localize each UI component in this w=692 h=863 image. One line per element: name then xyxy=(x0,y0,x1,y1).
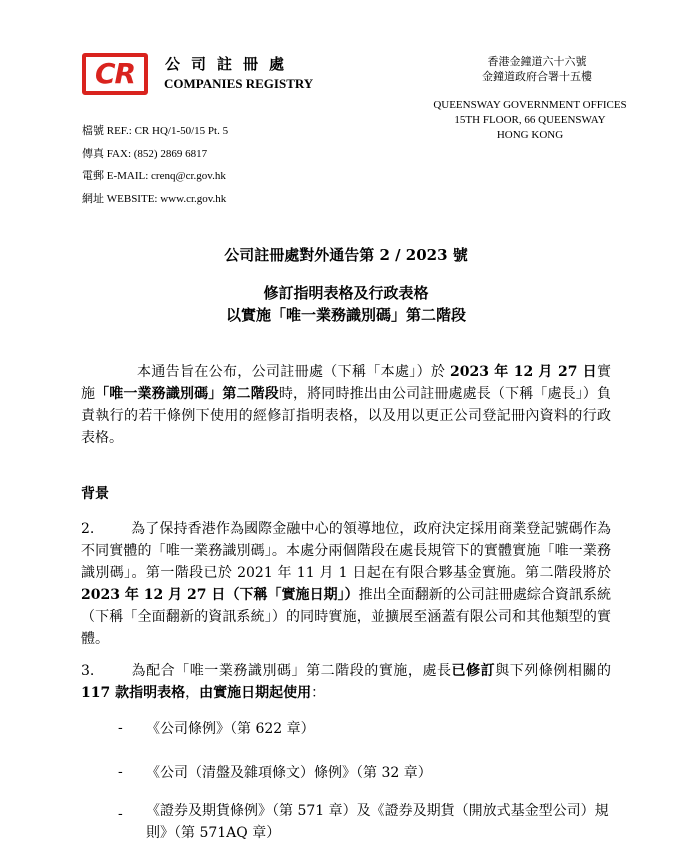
para-3-text: 為配合「唯一業務識別碼」第二階段的實施，處長 xyxy=(131,663,452,679)
notice-subtitle-1: 修訂指明表格及行政表格 xyxy=(263,284,429,302)
notice-subtitle-2: 以實施「唯一業務識別碼」第二階段 xyxy=(225,306,466,324)
intro-text: 時，將同時推出由公司註冊處處長（下稱「處長」）負責執行的若干條例下使用的經修訂指明表格，以及用以更正公司登記冊內資料的行政表格。 xyxy=(81,386,612,446)
bullet-dash: - xyxy=(118,764,123,780)
notice-number-title: 公司註冊處對外通告第 2 / 2023 號 xyxy=(224,246,468,264)
intro-text: 本通告旨在公布，公司註冊處（下稱「本處」）於 xyxy=(137,364,451,380)
address-en-line: HONG KONG xyxy=(496,129,564,141)
cr-logo xyxy=(82,53,148,95)
para-3-text: ， xyxy=(185,685,200,701)
para-number: 3. xyxy=(81,663,95,679)
paragraph-3 xyxy=(81,660,611,704)
para-3-bold-forms: 117 款指明表格 xyxy=(81,685,186,701)
contact-ref: 檔號 REF.: CR HQ/1-50/15 Pt. 5 xyxy=(82,125,229,137)
para-3-text: ： xyxy=(311,685,326,701)
address-cn xyxy=(452,55,622,85)
intro-bold-phase: 「唯一業務識別碼」第二階段 xyxy=(95,386,279,402)
address-cn-line: 香港金鐘道六十六號 xyxy=(487,56,587,68)
org-name-cn: 公司註冊處 xyxy=(165,55,296,73)
bullet-dash: - xyxy=(118,720,123,736)
cr-logo-text: CR xyxy=(94,57,136,90)
intro-bold-date: 2023 年 12 月 27 日 xyxy=(450,364,597,380)
para-2-text: 推出全面翻新的公司註冊處綜合資訊系統（下稱「全面翻新的資訊系統」）的同時實施，並擴展至涵蓋有限公司和其他類型的實體。 xyxy=(81,587,611,647)
bullet-item: 《公司條例》（第 622 章） xyxy=(146,721,315,737)
para-3-bold-amended: 已修訂 xyxy=(451,663,496,679)
para-2-bold-date: 2023 年 12 月 27 日（下稱「實施日期」） xyxy=(81,587,359,603)
paragraph-2 xyxy=(81,518,611,650)
address-en-line: 15TH FLOOR, 66 QUEENSWAY xyxy=(454,114,606,126)
bullet-dash: - xyxy=(118,806,123,822)
bullet-item: 《公司（清盤及雜項條文）條例》（第 32 章） xyxy=(146,765,432,781)
address-en xyxy=(420,98,640,143)
para-3-bold-effective: 由實施日期起使用 xyxy=(199,685,312,701)
contact-fax: 傳真 FAX: (852) 2869 6817 xyxy=(82,148,208,160)
intro-text: 實施 xyxy=(81,364,611,402)
contact-website[interactable]: 網址 WEBSITE: www.cr.gov.hk xyxy=(82,193,227,205)
section-heading-background: 背景 xyxy=(81,486,109,502)
intro-paragraph xyxy=(81,361,611,449)
para-number: 2. xyxy=(81,521,95,537)
contact-email[interactable]: 電郵 E-MAIL: crenq@cr.gov.hk xyxy=(82,170,226,182)
address-en-line: QUEENSWAY GOVERNMENT OFFICES xyxy=(433,99,627,111)
para-3-text: 與下列條例相關的 xyxy=(495,663,612,679)
address-cn-line: 金鐘道政府合署十五樓 xyxy=(482,71,592,83)
bullet-item: 《證券及期貨條例》（第 571 章）及《證券及期貨（開放式基金型公司）規則》（第 571AQ 章） xyxy=(146,803,609,841)
para-2-text: 為了保持香港作為國際金融中心的領導地位，政府決定採用商業登記號碼作為不同實體的「唯一業務識別碼」。本處分兩個階段在處長規管下的實體實施「唯一業務識別碼」。第一階段已於 2021 年 11 月 1 日起在有限合夥基金實施。第二階段將於 xyxy=(81,521,611,581)
org-name-en: COMPANIES REGISTRY xyxy=(164,76,314,91)
